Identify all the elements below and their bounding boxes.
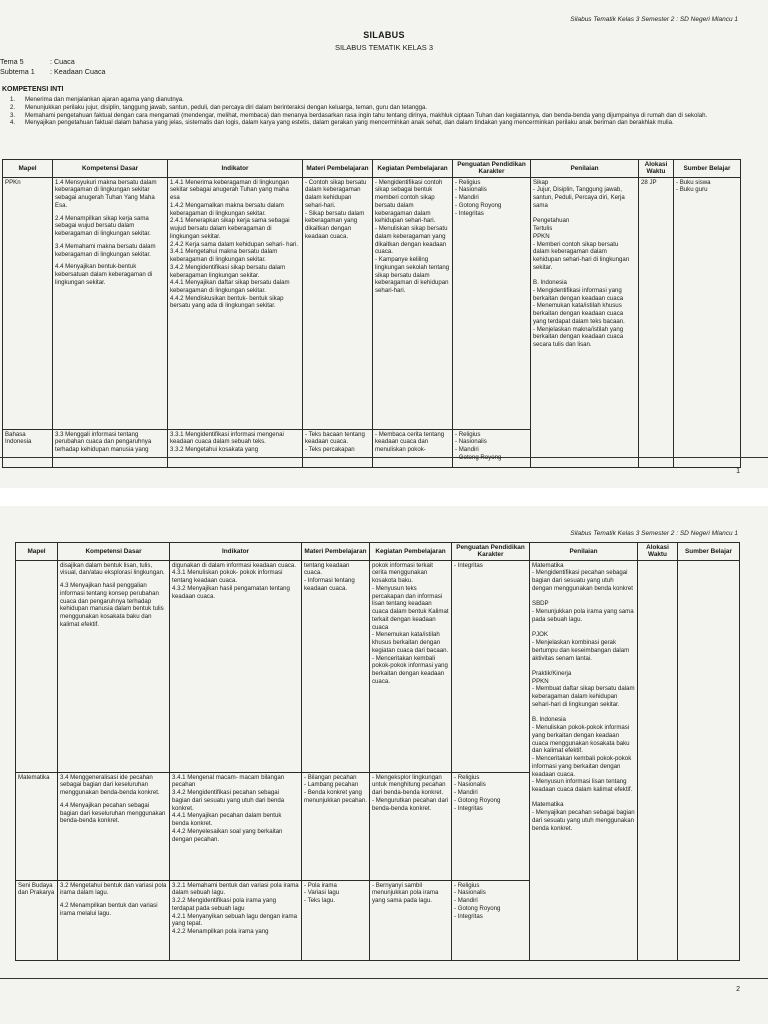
cell-penilaian: Matematika - Mengidentifikasi pecahan sebagai bagian dari sesuatu yang utuh dengan menggunakan benda konkret SBDP - Menunjukkan pola irama yang sama pada sebuah lagu. PJOK - Menjelaskan kombinasi gerak bertumpu dan keseimbangan dalam aktivitas senam lantai. Praktik/Kinerja PPKN - Membuat daftar sikap bersatu dalam keberagaman dalam kehidupan sehari-hari di lingkungan sekitar. B. Indonesia - Menuliskan pokok-pokok informasi yang berkaitan dengan keadaan cuaca menggunakan kosakata baku dan kalimat efektif. - Menceritakan kembali pokok-pokok informasi yang berkaitan dengan keadaan cuaca. - Menyusun informasi lisan tentang keadaan cuaca dalam kalimat efektif. Matematika - Menyajikan pecahan sebagai bagian dari sesuatu yang utuh menggunakan benda konkret. <box>530 560 638 960</box>
kompetensi-item: 2. Menunjukkan perilaku jujur, disiplin, tanggung jawab, santun, peduli, dan percaya diri dalam berinteraksi dengan keluarga, teman, guru dan tetangga. <box>10 103 428 111</box>
cell-mapel: Matematika <box>16 772 58 880</box>
kompetensi-item: 4. Menyajikan pengetahuan faktual dalam bahasa yang jelas, sistematis dan logis, dalam karya yang estetis, dalam gerakan yang mencerminkan anak sehat, dan dalam tindakan yang mencerminkan perilaku anak beriman dan berakhlak mulia. <box>10 119 674 127</box>
running-header: Silabus Tematik Kelas 3 Semester 2 : SD Negeri Mlancu 1 <box>570 530 738 537</box>
cell-indikator: 3.4.1 Mengenal macam- macam bilangan pecahan 3.4.2 Mengidentifikasi pecahan sebagai bagian dari sesuatu yang utuh dari benda konkret. 4.4.1 Menyajikan pecahan dalam bentuk benda konkret. 4.4.2 Menyelesaikan soal yang berkaitan dengan pecahan. <box>170 772 302 880</box>
header-alokasi: Alokasi Waktu <box>639 160 674 178</box>
cell-sumber <box>678 560 740 960</box>
cell-alokasi <box>638 560 678 960</box>
header-ppk: Penguatan Pendidikan Karakter <box>453 160 531 178</box>
header-alokasi: Alokasi Waktu <box>638 543 678 561</box>
cell-ppk: - Religius - Nasionalis - Mandiri - Gotong Royong - Integritas <box>453 177 531 429</box>
cell-sumber: - Buku siswa - Buku guru <box>674 177 741 467</box>
cell-materi: - Pola irama - Variasi lagu - Teks lagu. <box>302 880 370 960</box>
header-penilaian: Penilaian <box>531 160 639 178</box>
table-row-bahasa-indonesia-cont <box>16 560 740 772</box>
cell-kegiatan: - Mengeksplor lingkungan untuk menghitung pecahan dari benda-benda konkret. - Mengurutkan pecahan dari benda-benda konkret. <box>370 772 452 880</box>
cell-materi: - Teks bacaan tentang keadaan cuaca. - Teks percakapan <box>303 429 373 467</box>
header-kompetensi-dasar: Kompetensi Dasar <box>58 543 170 561</box>
table-header-row <box>3 160 741 178</box>
tema-value: : Cuaca <box>50 57 75 66</box>
document-title: SILABUS <box>363 30 405 40</box>
page-number: 2 <box>736 986 740 993</box>
subtema-value: : Keadaan Cuaca <box>50 67 106 76</box>
header-materi: Materi Pembelajaran <box>303 160 373 178</box>
kompetensi-inti-list <box>10 96 740 127</box>
cell-materi: tentang keadaan cuaca. - Informasi tentang keadaan cuaca. <box>302 560 370 772</box>
table-row-ppkn <box>3 177 741 429</box>
page-1 <box>0 0 768 488</box>
page-number: 1 <box>736 468 740 475</box>
cell-ppk: - Religius - Nasionalis - Mandiri - Gotong Royong - Integritas <box>452 772 530 880</box>
cell-kd: disajikan dalam bentuk lisan, tulis, visual, dan/atau eksplorasi lingkungan. 4.3 Menyajikan hasil penggalian informasi tentang konsep perubahan cuaca dan pengaruhnya terhadap kehidupan manusia dalam bentuk tulis menggunakan kosakata baku dan kalimat efektif. <box>58 560 170 772</box>
cell-indikator: 3.2.1 Memahami bentuk dan variasi pola irama dalam sebuah lagu. 3.2.2 Mengidentifikasi pola irama yang terdapat pada sebuah lagu 4.2.1 Menyanyikan sebuah lagu dengan irama yang tepat. 4.2.2 Menampilkan pola irama yang <box>170 880 302 960</box>
subtema-label: Subtema 1 <box>0 67 35 76</box>
tema-label: Tema 5 <box>0 57 24 66</box>
cell-indikator: 1.4.1 Menerima keberagaman di lingkungan sekitar sebagai anugerah Tuhan yang maha esa 1.4.2 Mengamalkan makna bersatu dalam keberagaman di lingkungan sekitar. 2.4.1 Menerapkan sikap kerja sama sebagai wujud bersatu dalam keberagaman di lingkungan sekitar. 2.4.2 Kerja sama dalam kehidupan sehari- hari. 3.4.1 Mengetahui makna bersatu dalam keberagaman di lingkungan sekitar. 3.4.2 Mengidentifikasi sikap bersatu dalam keberagaman lingkungan sekitar. 4.4.1 Menyajikan daftar sikap bersatu dalam keberagaman di lingkungan sekitar. 4.4.2 Mendiskusikan bentuk- bentuk sikap bersatu yang ada di lingkungan sekitar. <box>168 177 303 429</box>
cell-kd: 3.2 Mengetahui bentuk dan variasi pola irama dalam lagu. 4.2 Menampilkan bentuk dan variasi irama melalui lagu. <box>58 880 170 960</box>
cell-mapel <box>16 560 58 772</box>
page-gap <box>0 488 768 506</box>
cell-kegiatan: - Bernyanyi sambil menunjukkan pola irama yang sama pada lagu. <box>370 880 452 960</box>
subtema-line <box>0 67 106 76</box>
header-mapel: Mapel <box>3 160 53 178</box>
cell-mapel: Seni Budaya dan Prakarya <box>16 880 58 960</box>
cell-kd: 3.4 Menggeneralisasi ide pecahan sebagai bagian dari keseluruhan menggunakan benda-benda konkret. 4.4 Menyajikan pecahan sebagai bagian dari keseluruhan menggunakan benda-benda konkret. <box>58 772 170 880</box>
document-subtitle: SILABUS TEMATIK KELAS 3 <box>334 43 434 52</box>
table-header-row <box>16 543 740 561</box>
cell-ppk: - Integritas <box>452 560 530 772</box>
header-mapel: Mapel <box>16 543 58 561</box>
cell-mapel: PPKn <box>3 177 53 429</box>
header-indikator: Indikator <box>170 543 302 561</box>
cell-penilaian: Sikap - Jujur, Disiplin, Tanggung jawab, santun, Peduli, Percaya diri, Kerja sama Pengetahuan Tertulis PPKN - Memberi contoh sikap bersatu dalam keberagaman dalam kehidupan sehari-hari di lingkungan sekitar. B. Indonesia - Mengidentifikasi informasi yang berkaitan dengan keadaan cuaca - Menemukan kata/istilah khusus berkaitan dengan keadaan cuaca yang terdapat dalam teks bacaan. - Menjelaskan makna/istilah yang berkaitan dengan keadaan cuaca secara tulis dan lisan. <box>531 177 639 467</box>
cell-alokasi: 28 JP <box>639 177 674 467</box>
header-indikator: Indikator <box>168 160 303 178</box>
cell-materi: - Bilangan pecahan - Lambang pecahan - Benda konkret yang menunjukkan pecahan. <box>302 772 370 880</box>
cell-kegiatan: - Membaca cerita tentang keadaan cuaca dan menuliskan pokok- <box>373 429 453 467</box>
cell-kd: 3.3 Menggali informasi tentang perubahan cuaca dan pengaruhnya terhadap kehidupan manusia yang <box>53 429 168 467</box>
cell-materi: - Contoh sikap bersatu dalam keberagaman dalam kehidupan sehari-hari. - Sikap bersatu dalam keberagaman yang dikaitkan dengan keadaan cuaca. <box>303 177 373 429</box>
page-divider <box>0 457 768 458</box>
cell-indikator: digunakan di dalam informasi keadaan cuaca. 4.3.1 Menuliskan pokok- pokok informasi tentang keadaan cuaca. 4.3.2 Menyajikan hasil pengamatan tentang keadaan cuaca. <box>170 560 302 772</box>
cell-kegiatan: - Mengidentifikasi contoh sikap sebagai bentuk memberi contoh sikap bersatu dalam keberagaman dalam kehidupan sehari-hari. - Menuliskan sikap bersatu dalam keberagaman yang dikaitkan dengan keadaan cuaca. - Kampanye keliling lingkungan sekolah tentang sikap bersatu dalam keberagaman di kehidupan sehari-hari. <box>373 177 453 429</box>
header-ppk: Penguatan Pendidikan Karakter <box>452 543 530 561</box>
cell-kd: 1.4 Mensyukuri makna bersatu dalam keberagaman di lingkungan sekitar sebagai anugerah Tuhan Yang Maha Esa. 2.4 Menampilkan sikap kerja sama sebagai wujud bersatu dalam keberagaman di lingkungan sekitar. 3.4 Memahami makna bersatu dalam keberagaman di lingkungan sekitar. 4.4 Menyajikan bentuk-bentuk kebersatuan dalam keberagaman di lingkungan sekitar. <box>53 177 168 429</box>
header-sumber: Sumber Belajar <box>678 543 740 561</box>
header-penilaian: Penilaian <box>530 543 638 561</box>
silabus-table-page-1 <box>2 159 741 468</box>
tema-line <box>0 57 75 66</box>
cell-indikator: 3.3.1 Mengidentifikasi informasi mengenai keadaan cuaca dalam sebuah teks. 3.3.2 Mengetahui kosakata yang <box>168 429 303 467</box>
running-header: Silabus Tematik Kelas 3 Semester 2 : SD Negeri Mlancu 1 <box>570 16 738 23</box>
cell-ppk: - Religius - Nasionalis - Mandiri - Gotong Royong - Integritas <box>452 880 530 960</box>
kompetensi-inti-title: KOMPETENSI INTI <box>2 86 64 93</box>
header-kegiatan: Kegiatan Pembelajaran <box>373 160 453 178</box>
page-divider <box>0 978 768 979</box>
silabus-table-page-2 <box>15 542 740 961</box>
cell-mapel: Bahasa Indonesia <box>3 429 53 467</box>
kompetensi-item: 1. Menerima dan menjalankan ajaran agama yang dianutnya. <box>10 96 184 103</box>
header-sumber: Sumber Belajar <box>674 160 741 178</box>
cell-ppk: - Religius - Nasionalis - Mandiri <box>453 429 531 467</box>
kompetensi-item: 3. Memahami pengetahuan faktual dengan cara mengamati (mendengar, melihat, membaca) dan menanya berdasarkan rasa ingin tahu tentang dirinya, makhluk ciptaan Tuhan dan kegiatannya, dan benda-benda yang dijumpainya di rumah dan di sekolah. <box>10 111 708 119</box>
header-kegiatan: Kegiatan Pembelajaran <box>370 543 452 561</box>
cell-kegiatan: pokok informasi terkait cerita menggunakan kosakota baku. - Menyusun teks percakapan dan informasi lisan tentang keadaan cuaca dalam bentuk Kalimat terkait dengan keadaan cuaca - Menemukan kata/istilah khusus berkaitan dengan kegiatan cuaca dari bacaan. - Menceritakan kembali pokok-pokok informasi yang berkaitan dengan keadaan cuaca. <box>370 560 452 772</box>
header-materi: Materi Pembelajaran <box>302 543 370 561</box>
header-kompetensi-dasar: Kompetensi Dasar <box>53 160 168 178</box>
